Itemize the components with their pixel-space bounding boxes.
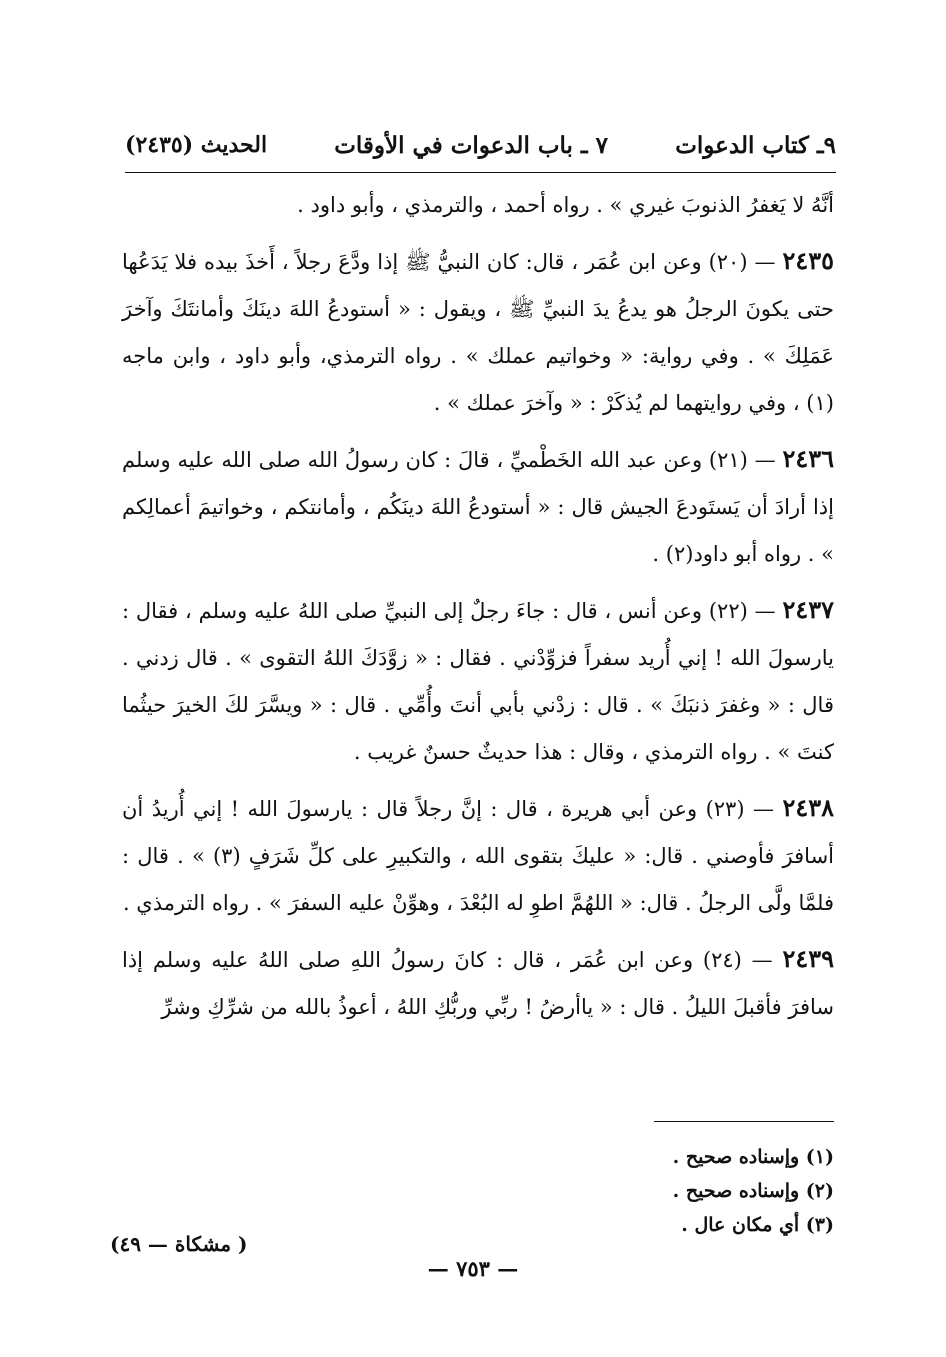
- footnote: (٣) أي مكان عال .: [681, 1214, 834, 1236]
- footnote-rule: [654, 1121, 834, 1122]
- paragraph-text: — (٢٣) وعن أبي هريرة ، قال : إنَّ رجلاً قال : يارسولَ الله ! إني أُريدُ أن أسافرَ فأوصني . قال: « عليكَ بتقوى الله ، والتكبيرِ على كلِّ شَرَفٍ (٣) » . قال : فلمَّا ولَّى الرجلُ . قال: « اللهُمَّ اطوِ له البُعْدَ ، وهوِّنْ عليه السفرَ » . رواه الترمذي .: [122, 797, 835, 915]
- hadith-reference: الحديث (٢٤٣٥): [125, 132, 268, 158]
- hadith-number: ٢٤٣٩: [782, 944, 835, 973]
- paragraph-continuation: [122, 182, 834, 229]
- hadith-paragraph: [122, 435, 834, 578]
- paragraph-text: — (٢١) وعن عبد الله الخَطْميِّ ، قالَ : كان رسولُ الله صلى الله عليه وسلم إذا أرادَ أن يَستَودعَ الجيش قال : « أستودعُ اللهَ دينَكُم ، وأمانتكم ، وخواتيمَ أعمالِكم » . رواه أبو داود(٢) .: [122, 448, 834, 566]
- paragraph-text: أنَّهُ لا يَغفرُ الذنوبَ غيري » . رواه أحمد ، والترمذي ، وأبو داود .: [297, 193, 834, 217]
- paragraph-text: — (٢٠) وعن ابن عُمَر ، قال: كان النبيُّ ﷺ إذا ودَّعَ رجلاً ، أَخذَ بيده فلا يَدَعُها حتى يكونَ الرجلُ هو يدعُ يدَ النبيِّ ﷺ ، ويقول : « أستودعُ اللهَ دينَكَ وأمانتَكَ وآخرَ عَمَلِكَ » . وفي رواية: « وخواتيم عملك » . رواه الترمذي، وأبو داود ، وابن ماجه (١) ، وفي روايتهما لم يُذكَرْ : « وآخرَ عملك » .: [122, 250, 834, 415]
- hadith-paragraph: [122, 237, 834, 427]
- running-header: [125, 122, 836, 168]
- hadith-number: ٢٤٣٥: [782, 246, 834, 275]
- header-rule: [125, 172, 836, 173]
- chapter-title: ٧ ـ باب الدعوات في الأوقات: [334, 131, 609, 159]
- paragraph-text: — (٢٤) وعن ابن عُمَر ، قال : كانَ رسولُ اللهِ صلى اللهُ عليه وسلم إذا سافرَ فأقبلَ الليلُ . قال : « ياأرضُ ! ربِّي وربُّكِ اللهُ ، أعوذُ بالله من شرِّكِ وشرِّ: [122, 948, 834, 1019]
- book-title: ٩ـ كتاب الدعوات: [675, 131, 836, 159]
- hadith-paragraph: [122, 586, 834, 776]
- page-number: — ٧٥٣ —: [427, 1256, 519, 1281]
- main-text: [122, 182, 834, 1031]
- hadith-paragraph: [122, 784, 834, 927]
- footnote: (٢) وإسناده صحيح .: [672, 1180, 834, 1202]
- footnotes: [514, 1140, 834, 1242]
- signature-mark: ( مشكاة — ٤٩): [110, 1232, 248, 1256]
- hadith-number: ٢٤٣٧: [782, 595, 835, 624]
- hadith-number: ٢٤٣٨: [782, 793, 834, 822]
- hadith-paragraph: [122, 935, 834, 1031]
- footnote: (١) وإسناده صحيح .: [672, 1146, 834, 1168]
- hadith-number: ٢٤٣٦: [782, 444, 834, 473]
- paragraph-text: — (٢٢) وعن أنس ، قال : جاءَ رجلٌ إلى النبيِّ صلى اللهُ عليه وسلم ، فقال : يارسولَ الله ! إني أُريد سفراً فزوِّدْني . فقال : « زوَّدَكَ اللهُ التقوى » . قال زدني . قال : « وغفرَ ذنبَكَ » . قال : زدْني بأبي أنتَ وأُمِّي . قال : « ويسَّرَ لكَ الخيرَ حيثُما كنتَ » . رواه الترمذي ، وقال : هذا حديثٌ حسنٌ غريب .: [122, 599, 834, 764]
